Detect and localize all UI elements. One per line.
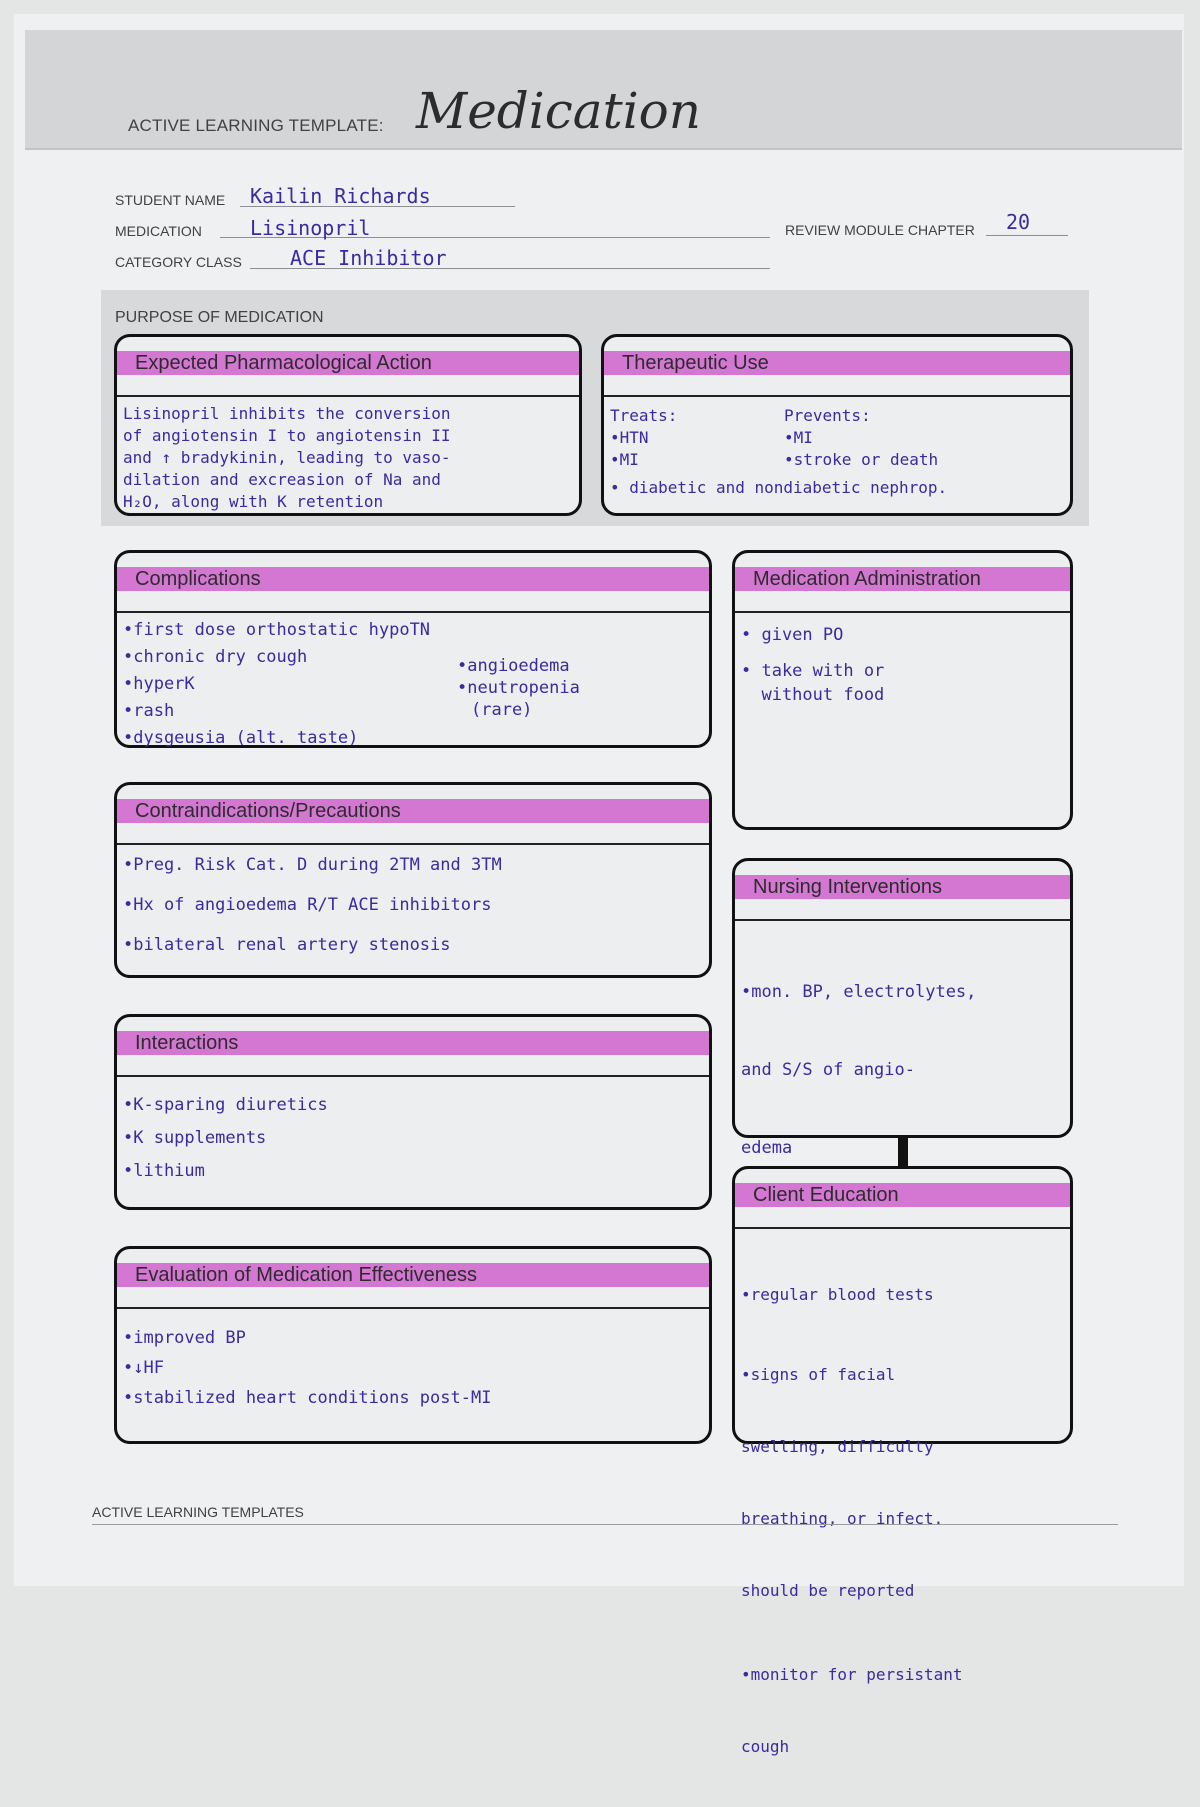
administration-item: • given PO [741,625,844,645]
prevents-item: •stroke or death [784,450,939,469]
expected-action-card [114,334,582,516]
client-education-title: Client Education [753,1184,899,1206]
student-name-label: STUDENT NAME [115,192,226,208]
medication-value[interactable]: Lisinopril [250,216,371,240]
complication-item: •neutropenia [457,678,580,698]
nursing-card [732,858,1073,1158]
footer-label: ACTIVE LEARNING TEMPLATES [92,1504,304,1520]
administration-spacer [741,647,1060,659]
education-item: cough [741,1737,790,1756]
treats-item: •HTN [610,428,649,447]
contraindications-card [114,782,712,978]
complications-title: Complications [135,568,261,590]
complication-item: •angioedema [457,656,570,676]
interaction-item: •K supplements [123,1128,267,1148]
complication-item: (rare) [471,700,533,720]
education-item: •regular blood tests [741,1285,934,1304]
purpose-label: PURPOSE OF MEDICATION [115,309,324,326]
expected-action-line: of angiotensin I to angiotensin II [123,426,451,445]
administration-item: without food [741,685,885,705]
education-item: should be reported [741,1581,915,1600]
therapeutic-use-card [601,334,1073,516]
expected-action-line: H₂O, along with K retention [123,492,384,511]
contraindications-title: Contraindications/Precautions [135,800,401,822]
contraindication-item: •Hx of angioedema R/T ACE inhibitors [123,895,492,915]
education-item: •signs of facial [741,1365,896,1384]
evaluation-title: Evaluation of Medication Effectiveness [135,1264,478,1286]
contraindication-item: •Preg. Risk Cat. D during 2TM and 3TM [123,855,502,875]
review-module-label: REVIEW MODULE CHAPTER [785,222,975,238]
interactions-card [114,1014,712,1210]
client-education-card [732,1166,1073,1756]
footer-line [92,1524,1118,1525]
expected-action-line: Lisinopril inhibits the conversion [123,404,451,423]
education-item: •monitor for persistant [741,1665,963,1684]
contraindication-item: •bilateral renal artery stenosis [123,935,451,955]
education-item: breathing, or infect. [741,1509,944,1528]
evaluation-item: •improved BP [123,1328,246,1348]
complication-item: •hyperK [123,674,195,694]
complication-item: •first dose orthostatic hypoTN [123,620,431,640]
therapeutic-extra: • diabetic and nondiabetic nephrop. [610,478,948,497]
evaluation-card [114,1246,712,1444]
connector [898,1136,908,1166]
treats-item: •MI [610,450,639,469]
category-class-label: CATEGORY CLASS [115,254,242,270]
evaluation-item: •↓HF [123,1358,164,1378]
administration-card [732,550,1073,830]
review-module-value[interactable]: 20 [1006,210,1031,234]
template-label: ACTIVE LEARNING TEMPLATE: [128,116,384,135]
education-item: swelling, difficulty [741,1437,934,1456]
category-class-value[interactable]: ACE Inhibitor [290,246,447,270]
treats-label: Treats: [610,406,678,425]
expected-action-line: and ↑ bradykinin, leading to vaso- [123,448,451,467]
administration-title: Medication Administration [753,568,981,590]
prevents-item: •MI [784,428,813,447]
complications-card [114,550,712,748]
interactions-title: Interactions [135,1032,239,1054]
student-name-value[interactable]: Kailin Richards [250,184,431,208]
nursing-item: edema [741,1138,793,1158]
medication-label: MEDICATION [115,223,202,239]
expected-action-line: dilation and excreasion of Na and [123,470,441,489]
prevents-label: Prevents: [784,406,871,425]
nursing-item: •mon. BP, electrolytes, [741,982,977,1002]
therapeutic-use-title: Therapeutic Use [622,352,769,374]
expected-action-title: Expected Pharmacological Action [135,352,432,374]
administration-item: • take with or [741,661,885,681]
complication-item: •dysgeusia (alt. taste) [123,728,359,748]
complication-item: •rash [123,701,175,721]
review-module-line [986,235,1068,236]
evaluation-item: •stabilized heart conditions post-MI [123,1388,492,1408]
interaction-item: •lithium [123,1161,205,1181]
nursing-title: Nursing Interventions [753,876,942,898]
complication-item: •chronic dry cough [123,647,308,667]
nursing-item: and S/S of angio- [741,1060,915,1080]
template-title: Medication [416,82,701,140]
interaction-item: •K-sparing diuretics [123,1095,328,1115]
